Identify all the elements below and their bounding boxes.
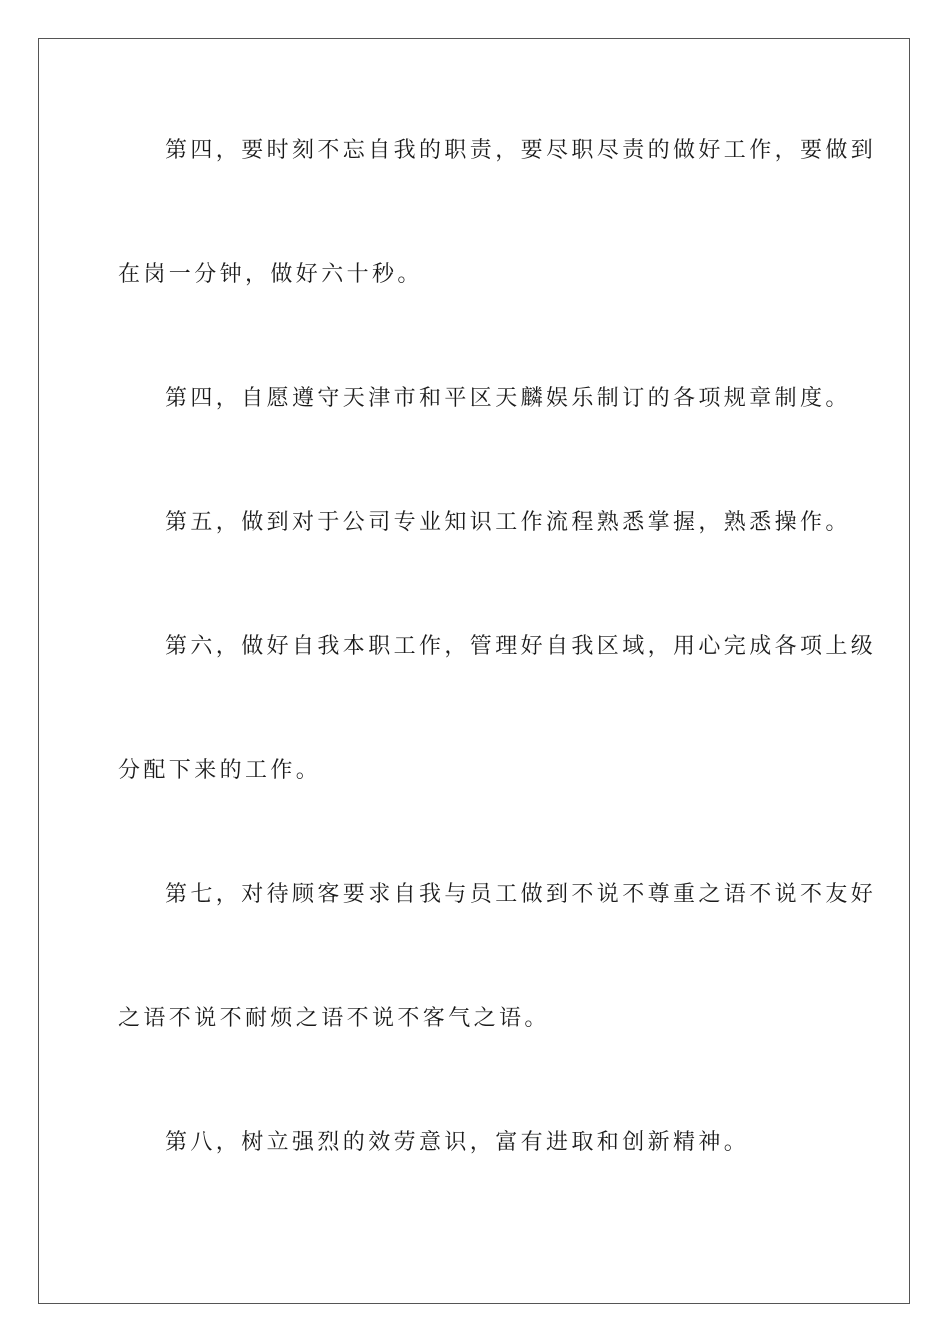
paragraph-4-line-2: 在岗一分钟，做好六十秒。 — [118, 262, 423, 287]
paragraph-6-line-2: 分配下来的工作。 — [118, 758, 322, 783]
paragraph-6-line-1: 第六，做好自我本职工作，管理好自我区域，用心完成各项上级 — [165, 634, 877, 659]
paragraph-4b: 第四，自愿遵守天津市和平区天麟娱乐制订的各项规章制度。 — [165, 386, 851, 411]
page-border — [38, 38, 910, 1304]
paragraph-7-line-2: 之语不说不耐烦之语不说不客气之语。 — [118, 1006, 550, 1031]
paragraph-4-line-1: 第四，要时刻不忘自我的职责，要尽职尽责的做好工作，要做到 — [165, 138, 877, 163]
paragraph-7-line-1: 第七，对待顾客要求自我与员工做到不说不尊重之语不说不友好 — [165, 882, 877, 907]
paragraph-8: 第八，树立强烈的效劳意识，富有进取和创新精神。 — [165, 1130, 750, 1155]
paragraph-5: 第五，做到对于公司专业知识工作流程熟悉掌握，熟悉操作。 — [165, 510, 851, 535]
